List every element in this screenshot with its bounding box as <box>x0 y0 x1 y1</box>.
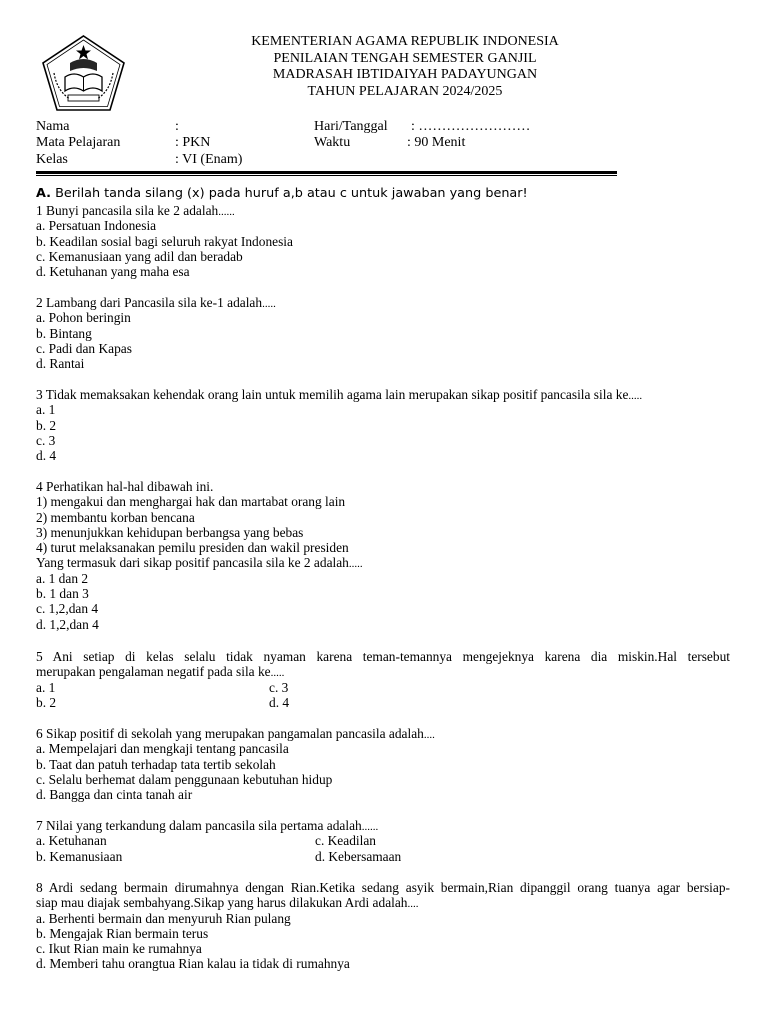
question-stem: 4 Perhatikan hal-hal dibawah ini. <box>36 479 214 494</box>
question-3: 3 Tidak memaksakan kehendak orang lain untuk memilih agama lain merupakan sikap positif pancasila sila ke..... a. 1 b. 2 c. 3 d. 4 <box>36 387 730 463</box>
question-stem: 7 Nilai yang terkandung dalam pancasila sila pertama adalah <box>36 818 362 833</box>
mapel-value: : PKN <box>175 135 211 151</box>
option: a. Pohon beringin <box>36 310 131 326</box>
option: c. Ikut Rian main ke rumahnya <box>36 941 202 957</box>
hari-label: Hari/Tanggal <box>314 119 388 134</box>
question-stem: 2 Lambang dari Pancasila sila ke-1 adalah <box>36 295 263 310</box>
ministry-emblem-logo <box>40 33 127 113</box>
question-6: 6 Sikap positif di sekolah yang merupakan pangamalan pancasila adalah.... a. Mempelajari dan mengkaji tentang pancasila b. Taat dan patuh terhadap tata tertib sekolah c. Selalu berhemat dalam penggunaan kebutuhan hidup d. Bangga dan cinta tanah air <box>36 726 730 802</box>
header-divider-thin <box>36 175 617 176</box>
option: b. 1 dan 3 <box>36 586 89 602</box>
option: c. 3 <box>36 432 56 448</box>
option: a. 1 dan 2 <box>36 570 89 586</box>
option: a. 1 <box>36 679 56 695</box>
question-stem: 8 Ardi sedang bermain dirumahnya dengan Rian.Ketika sedang asyik bermain,Rian dipanggil orang tuanya agar bersiap- <box>36 880 730 895</box>
question-stem-cont: siap mau diajak sembahyang.Sikap yang harus dilakukan Ardi adalah <box>36 895 408 911</box>
option: d. Kebersamaan <box>315 848 402 864</box>
option: d. Bangga dan cinta tanah air <box>36 787 193 803</box>
section-letter: A. <box>36 186 52 201</box>
option: b. Taat dan patuh terhadap tata tertib sekolah <box>36 756 276 772</box>
option: a. Persatuan Indonesia <box>36 218 157 234</box>
option: d. 1,2,dan 4 <box>36 616 99 632</box>
header-ministry: KEMENTERIAN AGAMA REPUBLIK INDONESIA <box>251 34 559 49</box>
option: a. Mempelajari dan mengkaji tentang pancasila <box>36 741 289 757</box>
student-info <box>36 119 656 168</box>
option: c. Keadilan <box>315 833 376 849</box>
question-stem: 1 Bunyi pancasila sila ke 2 adalah <box>36 203 219 218</box>
instruction-text: Berilah tanda silang (x) pada huruf a,b atau c untuk jawaban yang benar! <box>55 186 528 201</box>
kelas-value: : VI (Enam) <box>175 151 243 167</box>
statement-item: 2) membantu korban bencana <box>36 509 195 525</box>
question-7: 7 Nilai yang terkandung dalam pancasila sila pertama adalah...... a. Ketuhanan c. Keadilan b. Kemanusiaan d. Kebersamaan <box>36 818 402 864</box>
option: c. 1,2,dan 4 <box>36 601 99 617</box>
hari-value: : …………………… <box>411 119 531 134</box>
waktu-label: Waktu <box>314 135 351 151</box>
document-header <box>200 34 610 100</box>
mapel-label: Mata Pelajaran <box>36 135 121 151</box>
waktu-value: : 90 Menit <box>407 135 466 151</box>
option: d. 4 <box>36 448 57 464</box>
header-exam-title: PENILAIAN TENGAH SEMESTER GANJIL <box>273 50 537 66</box>
question-stem: 5 Ani setiap di kelas selalu tidak nyaman karena teman-temannya mengejeknya karena dia miskin.Hal tersebut <box>36 649 730 664</box>
question-8: 8 Ardi sedang bermain dirumahnya dengan Rian.Ketika sedang asyik bermain,Rian dipanggil orang tuanya agar bersiap- siap mau diajak sembahyang.Sikap yang harus dilakukan Ardi adalah.... a. Berhenti bermain dan menyuruh Rian pulang b. Mengajak Rian bermain terus c. Ikut Rian main ke rumahnya d. Memberi tahu orangtua Rian kalau ia tidak di rumahnya <box>36 880 730 972</box>
question-4: 4 Perhatikan hal-hal dibawah ini. 1) mengakui dan menghargai hak dan martabat orang lain 2) membantu korban bencana 3) menunjukkan kehidupan berbangsa yang bebas 4) turut melaksanakan pemilu presiden dan wakil presiden Yang termasuk dari sikap positif pancasila sila ke 2 adalah..... a. 1 dan 2 b. 1 dan 3 c. 1,2,dan 4 d. 1,2,dan 4 <box>36 479 730 632</box>
question-1: 1 Bunyi pancasila sila ke 2 adalah...... a. Persatuan Indonesia b. Keadilan sosial bagi seluruh rakyat Indonesia c. Kemanusiaan yang adil dan beradab d. Ketuhanan yang maha esa <box>36 203 730 279</box>
nama-label: Nama <box>36 119 70 134</box>
kelas-label: Kelas <box>36 151 68 167</box>
option: d. Memberi tahu orangtua Rian kalau ia tidak di rumahnya <box>36 956 350 972</box>
section-instruction <box>36 186 528 201</box>
option: b. Mengajak Rian bermain terus <box>36 925 209 941</box>
option: b. 2 <box>36 694 57 710</box>
question-stem: 3 Tidak memaksakan kehendak orang lain untuk memilih agama lain merupakan sikap positif pancasila sila ke <box>36 387 629 402</box>
question-stem-cont: merupakan pengalaman negatif pada sila ke <box>36 664 271 680</box>
question-2: 2 Lambang dari Pancasila sila ke-1 adalah..... a. Pohon beringin b. Bintang c. Padi dan Kapas d. Rantai <box>36 295 730 371</box>
nama-value: : <box>175 119 179 134</box>
question-5: 5 Ani setiap di kelas selalu tidak nyaman karena teman-temannya mengejeknya karena dia miskin.Hal tersebut merupakan pengalaman negatif pada sila ke..... a. 1 c. 3 b. 2 d. 4 <box>36 649 730 710</box>
option: d. 4 <box>269 694 290 710</box>
statement-item: 3) menunjukkan kehidupan berbangsa yang bebas <box>36 524 304 540</box>
option: c. Padi dan Kapas <box>36 340 132 356</box>
option: d. Ketuhanan yang maha esa <box>36 264 190 280</box>
question-stem: 6 Sikap positif di sekolah yang merupakan pangamalan pancasila adalah <box>36 726 424 741</box>
option: c. 3 <box>269 679 289 695</box>
option: b. 2 <box>36 417 57 433</box>
header-school: MADRASAH IBTIDAIYAH PADAYUNGAN <box>272 67 538 82</box>
option: a. Ketuhanan <box>36 833 107 849</box>
option: c. Kemanusiaan yang adil dan beradab <box>36 248 243 264</box>
header-divider <box>36 171 617 174</box>
option: c. Selalu berhemat dalam penggunaan kebutuhan hidup <box>36 771 333 787</box>
option: b. Bintang <box>36 325 92 341</box>
option: b. Keadilan sosial bagi seluruh rakyat Indonesia <box>36 233 293 249</box>
option: d. Rantai <box>36 356 85 372</box>
header-year: TAHUN PELAJARAN 2024/2025 <box>307 83 503 99</box>
option: b. Kemanusiaan <box>36 848 123 864</box>
statement-item: 1) mengakui dan menghargai hak dan martabat orang lain <box>36 494 346 510</box>
option: a. 1 <box>36 402 56 418</box>
option: a. Berhenti bermain dan menyuruh Rian pulang <box>36 910 291 926</box>
question-ask: Yang termasuk dari sikap positif pancasila sila ke 2 adalah <box>36 555 349 571</box>
statement-item: 4) turut melaksanakan pemilu presiden dan wakil presiden <box>36 540 349 556</box>
